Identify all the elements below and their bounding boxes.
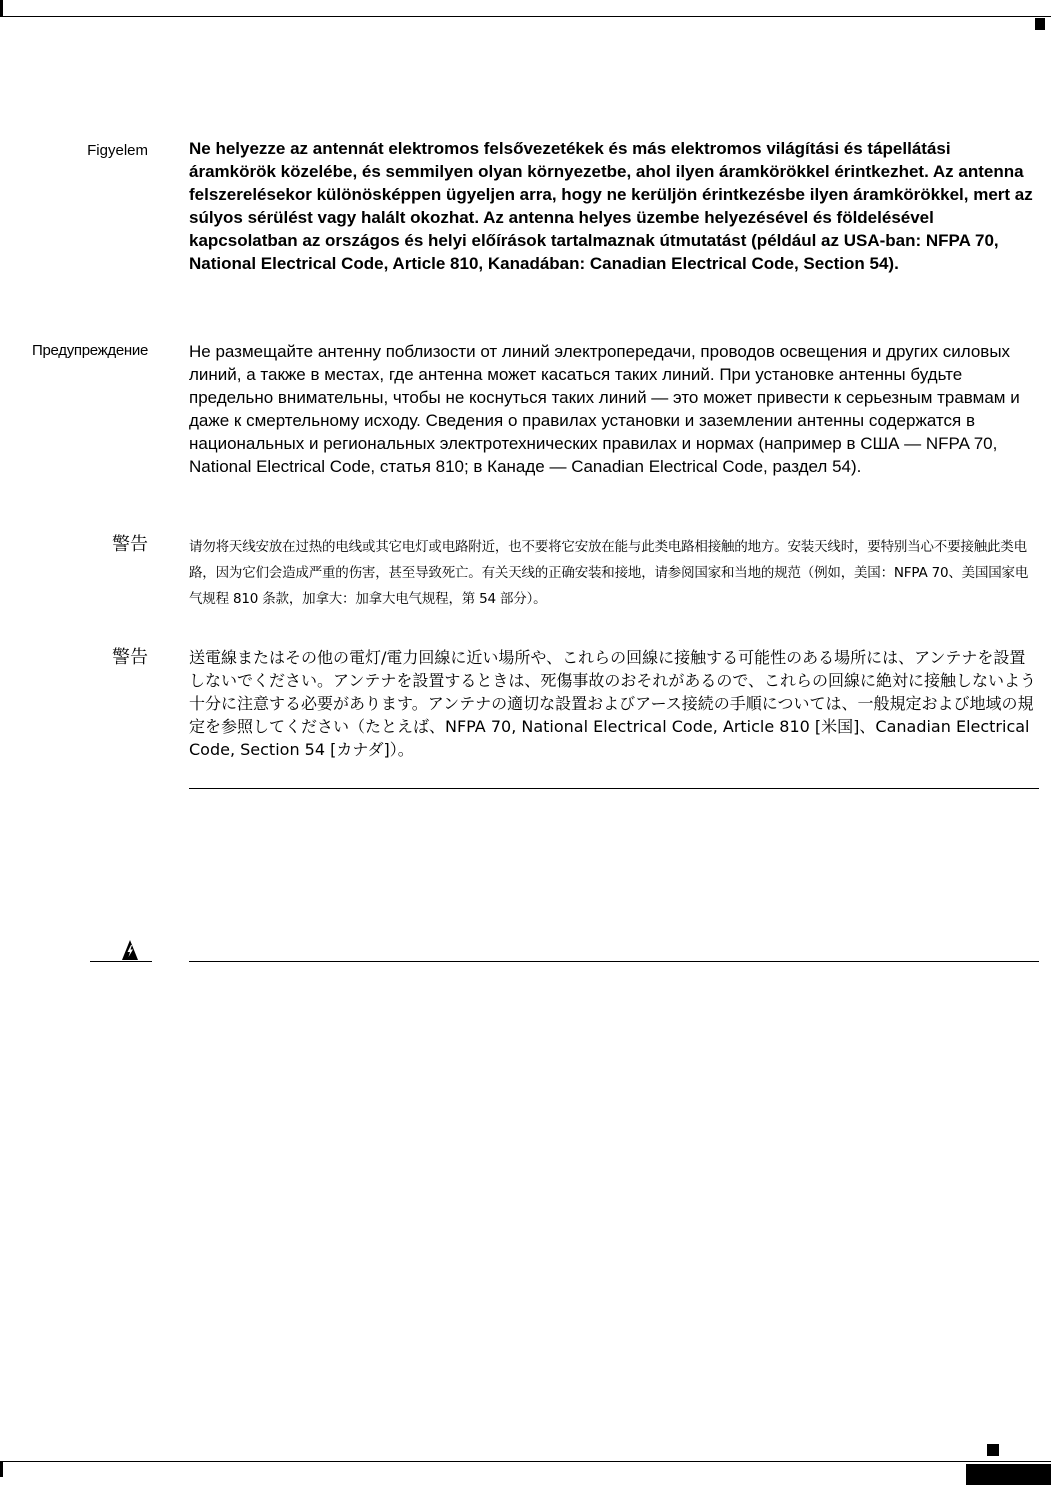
footer-marker [987, 1444, 999, 1456]
warning-rule [189, 961, 1039, 962]
warning-label-hungarian: Figyelem [87, 142, 148, 159]
warning-label-japanese: 警告 [112, 647, 148, 667]
warning-text-japanese: 送電線またはその他の電灯/電力回線に近い場所や、これらの回線に接触する可能性のある場所には、アンテナを設置しないでください。アンテナを設置するときは、死傷事故のおそれがあるので、これらの回線に絶対に接触しないよう十分に注意する必要があります。アンテナの適切な設置およびアース接続の手順については、一般規定および地域の規定を参照してください（たとえば、NFPA 70, National Electrical Code, Article 810 [米国]、Canadian Electrical Code, Section 54 [カナダ]）。 [189, 648, 1037, 759]
lightning-warning-icon [122, 940, 138, 960]
footer-rule [0, 1461, 1051, 1462]
section-divider [189, 788, 1039, 789]
header-left-tick [0, 0, 3, 16]
page-number-tab [966, 1464, 1051, 1485]
warning-text-russian: Не размещайте антенну поблизости от линий электропередачи, проводов освещения и других силовых линий, а также в местах, где антенна может касаться таких линий. При установке антенны будьте предельно внимательны, чтобы не коснуться таких линий — это может привести к серьезным травмам и даже к смертельному исходу. Сведения о правилах установки и заземлении антенны содержатся в национальных и региональных электротехнических правилах и нормах (например в США — NFPA 70, National Electrical Code, статья 810; в Канаде — Canadian Electrical Code, раздел 54). [189, 342, 1020, 476]
warning-text-hungarian: Ne helyezze az antennát elektromos felsővezetékek és más elektromos világítási és tápellátási áramkörök közelébe, és semmilyen olyan környezetbe, ahol ilyen áramkörökkel érintkezhet. Az antenna felszerelésekor különösképpen ügyeljen arra, hogy ne kerüljön érintkezésbe ilyen áramkörökkel, mert az súlyos sérülést vagy halált okozhat. Az antenna helyes üzembe helyezésével és földelésével kapcsolatban az országos és helyi előírások tartalmaznak útmutatást (például az USA-ban: NFPA 70, National Electrical Code, Article 810, Kanadában: Canadian Electrical Code, Section 54). [189, 139, 1033, 273]
warning-label-russian: Предупреждение [32, 342, 148, 359]
footer-left-tick [0, 1461, 3, 1477]
warning-symbol-underline [90, 961, 152, 962]
warning-label-chinese: 警告 [112, 534, 148, 554]
header-rule [0, 16, 1051, 17]
header-right-marker [1035, 18, 1045, 30]
warning-text-chinese: 请勿将天线安放在过热的电线或其它电灯或电路附近，也不要将它安放在能与此类电路相接触的地方。安装天线时，要特别当心不要接触此类电路，因为它们会造成严重的伤害，甚至导致死亡。有关天线的正确安装和接地，请参阅国家和当地的规范（例如，美国：NFPA 70、美国国家电气规程 810 条款，加拿大：加拿大电气规程，第 54 部分）。 [189, 539, 1029, 607]
